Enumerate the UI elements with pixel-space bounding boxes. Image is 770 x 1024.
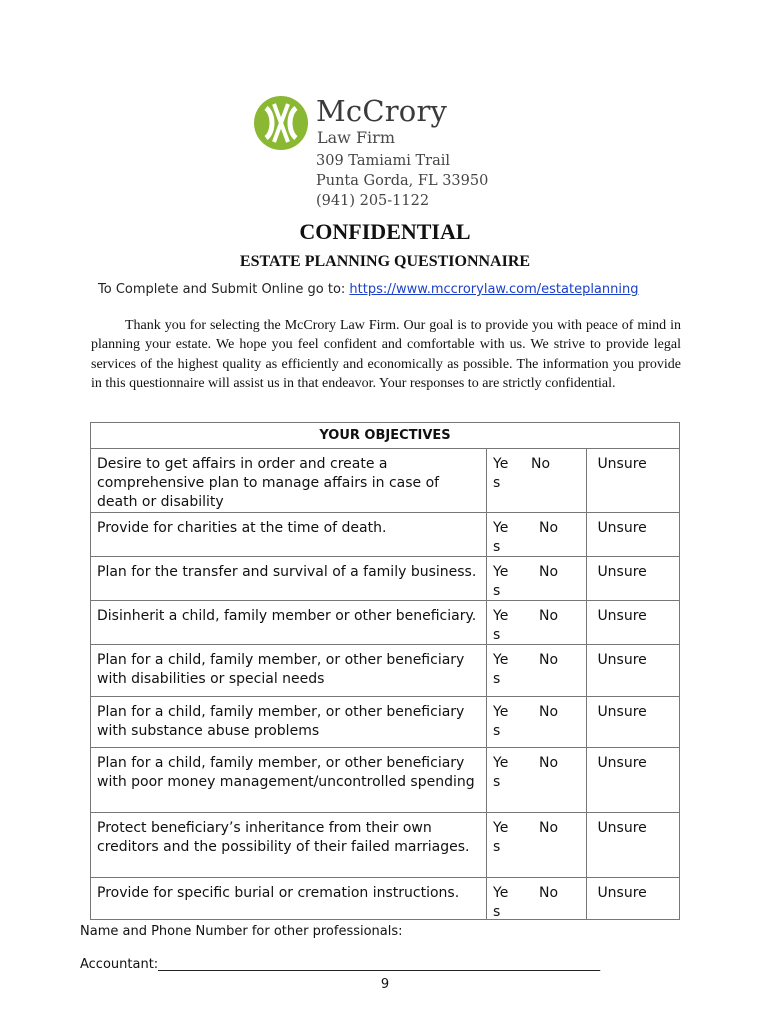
objective-question: Disinherit a child, family member or other beneficiary. xyxy=(91,601,487,645)
yes-no-cell xyxy=(487,513,587,557)
yes-option[interactable]: Yes xyxy=(493,652,509,687)
objective-row xyxy=(91,697,680,748)
address-street: 309 Tamiami Trail xyxy=(316,153,451,169)
yes-no-cell xyxy=(487,557,587,601)
unsure-option[interactable]: Unsure xyxy=(587,601,680,645)
unsure-option[interactable]: Unsure xyxy=(587,645,680,697)
no-option[interactable]: No xyxy=(539,704,559,720)
logo-firm-subtitle: Law Firm xyxy=(317,128,395,147)
confidential-heading: CONFIDENTIAL xyxy=(299,219,471,244)
yes-option[interactable]: Yes xyxy=(493,704,509,739)
yes-option[interactable]: Yes xyxy=(493,520,509,555)
online-text: To Complete and Submit Online go to: xyxy=(98,282,350,297)
objective-question: Plan for the transfer and survival of a family business. xyxy=(91,557,487,601)
objective-row xyxy=(91,449,680,513)
yes-option[interactable]: Yes xyxy=(493,456,509,491)
objective-question: Protect beneficiary’s inheritance from their own creditors and the possibility of their failed marriages. xyxy=(91,813,487,878)
address-city: Punta Gorda, FL 33950 xyxy=(316,173,489,189)
page-number: 9 xyxy=(380,977,390,992)
yes-no-cell xyxy=(487,449,587,513)
objectives-header-row xyxy=(91,423,680,449)
objectives-header: YOUR OBJECTIVES xyxy=(91,423,680,449)
no-option[interactable]: No xyxy=(539,520,559,536)
yes-no-cell xyxy=(487,748,587,813)
yes-option[interactable]: Yes xyxy=(493,755,509,790)
objective-row xyxy=(91,645,680,697)
objective-row xyxy=(91,748,680,813)
no-option[interactable]: No xyxy=(539,652,559,668)
online-instructions xyxy=(98,282,639,297)
unsure-option[interactable]: Unsure xyxy=(587,878,680,920)
no-option[interactable]: No xyxy=(539,755,559,771)
intro-paragraph xyxy=(91,316,681,393)
objective-question: Provide for charities at the time of death. xyxy=(91,513,487,557)
objective-row xyxy=(91,813,680,878)
objective-row xyxy=(91,513,680,557)
no-option[interactable]: No xyxy=(539,608,559,624)
unsure-option[interactable]: Unsure xyxy=(587,513,680,557)
no-option[interactable]: No xyxy=(539,564,559,580)
objective-question: Desire to get affairs in order and create a comprehensive plan to manage affairs in case of death or disability xyxy=(91,449,487,513)
logo-firm-name: McCrory xyxy=(316,94,448,128)
unsure-option[interactable]: Unsure xyxy=(587,557,680,601)
yes-option[interactable]: Yes xyxy=(493,820,509,855)
yes-option[interactable]: Yes xyxy=(493,885,509,920)
unsure-option[interactable]: Unsure xyxy=(587,449,680,513)
firm-logo-mark-icon xyxy=(252,94,310,152)
no-option[interactable]: No xyxy=(531,456,551,472)
objective-row xyxy=(91,601,680,645)
address-phone: (941) 205-1122 xyxy=(316,193,430,209)
unsure-option[interactable]: Unsure xyxy=(587,748,680,813)
questionnaire-title: ESTATE PLANNING QUESTIONNAIRE xyxy=(239,253,531,270)
yes-no-cell xyxy=(487,645,587,697)
objective-question: Plan for a child, family member, or other beneficiary with substance abuse problems xyxy=(91,697,487,748)
objectives-table xyxy=(90,422,680,920)
accountant-field[interactable]: Accountant:____________________________________________________________________ xyxy=(80,957,601,972)
online-link[interactable]: https://www.mccrorylaw.com/estateplanning xyxy=(349,282,639,297)
yes-no-cell xyxy=(487,813,587,878)
objective-row xyxy=(91,878,680,920)
unsure-option[interactable]: Unsure xyxy=(587,697,680,748)
yes-no-cell xyxy=(487,878,587,920)
objective-row xyxy=(91,557,680,601)
yes-option[interactable]: Yes xyxy=(493,608,509,643)
yes-no-cell xyxy=(487,601,587,645)
yes-option[interactable]: Yes xyxy=(493,564,509,599)
no-option[interactable]: No xyxy=(539,820,559,836)
objective-question: Provide for specific burial or cremation instructions. xyxy=(91,878,487,920)
objective-question: Plan for a child, family member, or other beneficiary with disabilities or special needs xyxy=(91,645,487,697)
yes-no-cell xyxy=(487,697,587,748)
unsure-option[interactable]: Unsure xyxy=(587,813,680,878)
no-option[interactable]: No xyxy=(539,885,559,901)
objective-question: Plan for a child, family member, or other beneficiary with poor money management/uncontrolled spending xyxy=(91,748,487,813)
intro-text: Thank you for selecting the McCrory Law Firm. Our goal is to provide you with peace of mind in planning your estate. We hope you feel confident and comfortable with us. We strive to provide legal services of the highest quality as efficiently and economically as possible. The information you provide in this questionnaire will assist us in that endeavor. Your responses to are strictly confidential. xyxy=(91,318,681,391)
professionals-label: Name and Phone Number for other professionals: xyxy=(80,924,403,939)
